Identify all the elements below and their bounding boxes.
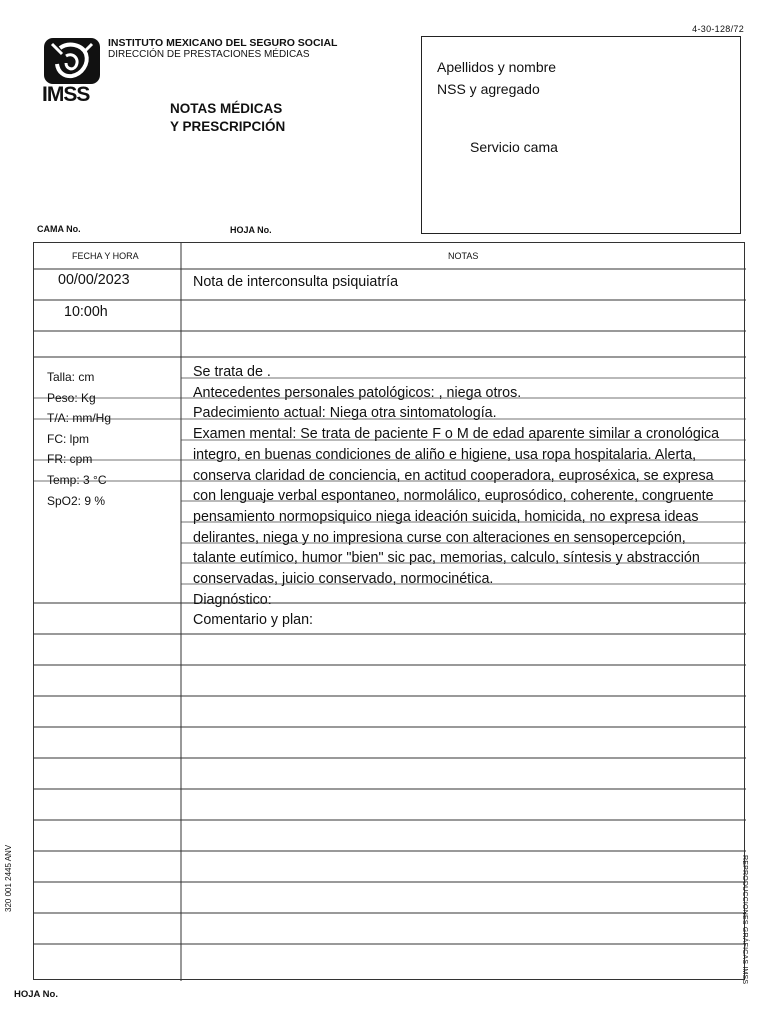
- department-name: DIRECCIÓN DE PRESTACIONES MÉDICAS: [108, 49, 310, 60]
- form-code: 4-30-128/72: [692, 24, 744, 34]
- note-line: talante eutímico, humor "bien" sic pac, memorias, calculo, síntesis y abstracción: [193, 550, 700, 567]
- note-line: Antecedentes personales patológicos: , niega otros.: [193, 384, 522, 401]
- note-line: Se trata de .: [193, 364, 271, 380]
- note-line: conservadas, juicio conservado, normocinética.: [193, 571, 494, 588]
- note-line: con lenguaje verbal espontaneo, normolálico, euprosódico, coherente, congruente: [193, 488, 714, 505]
- cama-label: CAMA No.: [37, 224, 81, 234]
- patient-info-box: [421, 36, 741, 234]
- note-line: Examen mental: Se trata de paciente F o M de edad aparente similar a cronológica: [193, 426, 720, 443]
- entry-heading: Nota de interconsulta psiquiatría: [193, 274, 399, 290]
- note-line: integro, en buenas condiciones de aliño e higiene, usa ropa hospitalaria. Alerta,: [193, 446, 697, 463]
- right-printer-code: REPRODUCCIONES GRÁFICAS IMSS: [741, 855, 748, 985]
- vital-temp: Temp: 3 °C: [47, 472, 107, 487]
- note-line: delirantes, niega y no impresiona curse con alteraciones en sensopercepción,: [193, 529, 686, 546]
- note-line: Padecimiento actual: Niega otra sintomatología.: [193, 405, 497, 422]
- notes-grid: [33, 242, 745, 980]
- note-line: pensamiento normopsiquico niega ideación suicida, homicida, no expresa ideas: [193, 508, 699, 525]
- note-line: Comentario y plan:: [193, 612, 313, 629]
- patient-service-label: Servicio cama: [470, 139, 558, 155]
- note-line: conserva claridad de conciencia, en actitud cooperadora, euproséxica, se expresa: [193, 467, 714, 484]
- col-header-fecha: FECHA Y HORA: [72, 251, 139, 261]
- institution-name: INSTITUTO MEXICANO DEL SEGURO SOCIAL: [108, 37, 338, 49]
- vitals-list: [47, 367, 111, 511]
- vital-spo2: SpO2: 9 %: [47, 493, 106, 508]
- document-title: [170, 100, 285, 136]
- title-line-2: Y PRESCRIPCIÓN: [170, 119, 286, 134]
- note-line: Diagnóstico:: [193, 591, 272, 608]
- title-line-1: NOTAS MÉDICAS: [170, 101, 283, 116]
- logo-wordmark: IMSS: [42, 83, 90, 106]
- imss-logo: [42, 36, 102, 106]
- vital-fr: FR: cpm: [47, 452, 93, 467]
- footer-hoja-label: HOJA No.: [14, 989, 58, 1000]
- vital-peso: Peso: Kg: [47, 390, 96, 405]
- vital-fc: FC: lpm: [47, 431, 89, 446]
- vital-ta: T/A: mm/Hg: [47, 411, 112, 426]
- vital-talla: Talla: cm: [47, 370, 95, 384]
- entry-time: 10:00h: [64, 304, 108, 320]
- hoja-label: HOJA No.: [230, 225, 272, 235]
- left-form-code: 320 001 2445 ANV: [4, 844, 13, 912]
- patient-nss-label: NSS y agregado: [437, 81, 540, 97]
- note-body: [193, 362, 719, 631]
- col-header-notas: NOTAS: [448, 251, 479, 261]
- entry-date: 00/00/2023: [58, 272, 130, 288]
- patient-name-label: Apellidos y nombre: [437, 59, 557, 75]
